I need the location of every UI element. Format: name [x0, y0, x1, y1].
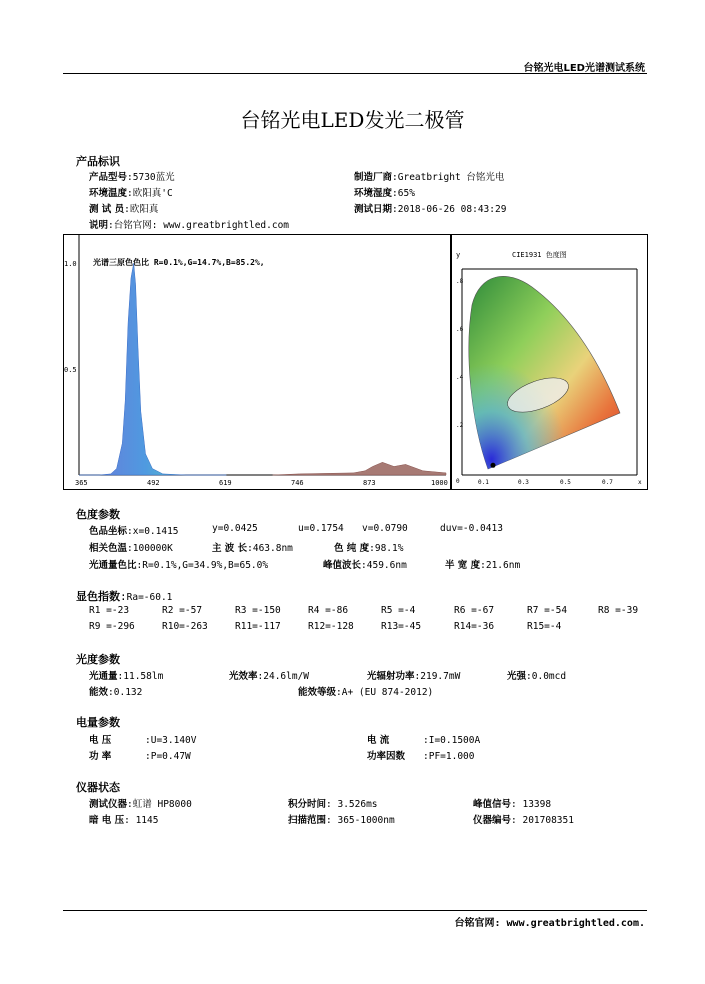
x-tick-365: 365 [75, 479, 88, 487]
cri-r9: R9 =-296 [89, 621, 135, 632]
instrument-section-title: 仪器状态 [76, 781, 120, 794]
x-tick-492: 492 [147, 479, 160, 487]
cie-x-tick-01: 0.1 [478, 479, 489, 486]
current-row: 电 流 :I=0.1500A [367, 735, 481, 746]
duv-value: duv=-0.0413 [440, 523, 503, 534]
efficacy-row: 光效率:24.6lm/W [229, 671, 310, 682]
x-tick-619: 619 [219, 479, 232, 487]
cri-r15: R15=-4 [527, 621, 562, 632]
cri-r3: R3 =-150 [235, 605, 281, 616]
grade-row: 能效等级:A+ (EU 874-2012) [298, 687, 434, 698]
serial-row: 仪器编号: 201708351 [473, 815, 574, 826]
power-row: 功 率 :P=0.47W [89, 751, 191, 762]
date-row: 测试日期:2018-06-26 08:43:29 [354, 204, 507, 215]
x-tick-1000: 1000 [431, 479, 448, 487]
humidity-row: 环境湿度:65% [354, 188, 415, 199]
cri-r14: R14=-36 [454, 621, 495, 632]
cie-y-label: y [456, 251, 461, 259]
v-coord: v=0.0790 [362, 523, 408, 534]
product-section-title: 产品标识 [76, 155, 120, 168]
cie-x-label: x [638, 479, 642, 486]
cri-r11: R11=-117 [235, 621, 281, 632]
pf-row: 功率因数 :PF=1.000 [367, 751, 475, 762]
spectrum-ir-peaks [273, 462, 446, 475]
temp-row: 环境温度:欧阳真'C [89, 188, 173, 199]
cie-y-tick-08: .8 [456, 278, 464, 285]
maker-row: 制造厂商:Greatbright 台铭光电 [354, 172, 505, 183]
cie-y-tick-02: .2 [456, 422, 464, 429]
cie-x-tick-05: 0.5 [560, 479, 571, 486]
eff-row: 能效:0.132 [89, 687, 143, 698]
x-tick-873: 873 [363, 479, 376, 487]
u-coord: u=0.1754 [298, 523, 344, 534]
cri-r8: R8 =-39 [598, 605, 639, 616]
electrical-section-title: 电量参数 [76, 716, 120, 729]
dark-row: 暗 电 压: 1145 [89, 815, 159, 826]
cri-r5: R5 =-4 [381, 605, 416, 616]
y-tick-1: 1.0 [64, 260, 77, 268]
cie-x-tick-07: 0.7 [602, 479, 613, 486]
flux-row: 光通量:11.58lm [89, 671, 164, 682]
cie-title: CIE1931 色度图 [512, 251, 567, 259]
footer-rule [63, 910, 647, 911]
cct-row: 相关色温:100000K [89, 543, 173, 554]
spectrum-chart [63, 234, 451, 490]
note-row: 说明:台铭官网: www.greatbrightled.com [89, 220, 290, 231]
page-title: 台铭光电LED发光二极管 [240, 108, 465, 132]
fwhm-row: 半 宽 度:21.6nm [445, 560, 521, 571]
model-row: 产品型号:5730蓝光 [89, 172, 175, 183]
cri-header: 显色指数:Ra=-60.1 [76, 590, 173, 603]
footer-website: 台铭官网: www.greatbrightled.com. [454, 918, 645, 929]
cri-r12: R12=-128 [308, 621, 354, 632]
peak-row: 峰值波长:459.6nm [323, 560, 407, 571]
cie-x-tick-03: 0.3 [518, 479, 529, 486]
time-row: 积分时间: 3.526ms [288, 799, 378, 810]
tester-row: 测 试 员:欧阳真 [89, 204, 159, 215]
y-tick-05: 0.5 [64, 366, 77, 374]
cri-r4: R4 =-86 [308, 605, 349, 616]
cie-y-tick-04: .4 [456, 374, 464, 381]
cri-r6: R6 =-67 [454, 605, 495, 616]
voltage-row: 电 压 :U=3.140V [89, 735, 197, 746]
device-row: 测试仪器:虹谱 HP8000 [89, 799, 192, 810]
system-name: 台铭光电LED光谱测试系统 [523, 63, 645, 74]
peak-signal-row: 峰值信号: 13398 [473, 799, 552, 810]
cie-chart [451, 234, 648, 490]
cie-y-tick-0: 0 [456, 478, 460, 485]
cri-r2: R2 =-57 [162, 605, 203, 616]
purity-row: 色 纯 度:98.1% [334, 543, 404, 554]
cri-r13: R13=-45 [381, 621, 422, 632]
y-coord: y=0.0425 [212, 523, 258, 534]
dominant-row: 主 波 长:463.8nm [212, 543, 293, 554]
range-row: 扫描范围: 365-1000nm [288, 815, 395, 826]
intensity-row: 光强:0.0mcd [507, 671, 567, 682]
cri-r10: R10=-263 [162, 621, 208, 632]
spectrum-legend: 光谱三原色色比 R=0.1%,G=14.7%,B=85.2%, [93, 258, 265, 267]
spectrum-blue-peak [79, 263, 226, 475]
color-section-title: 色度参数 [76, 508, 120, 521]
chromaticity-point [491, 463, 496, 468]
cie-y-tick-06: .6 [456, 326, 464, 333]
header-rule [63, 73, 647, 74]
x-tick-746: 746 [291, 479, 304, 487]
cri-r7: R7 =-54 [527, 605, 568, 616]
ratio-row: 光通量色比:R=0.1%,G=34.9%,B=65.0% [89, 560, 269, 571]
coord-row: 色品坐标:x=0.1415 [89, 526, 179, 537]
photometric-section-title: 光度参数 [76, 653, 120, 666]
radiant-row: 光辐射功率:219.7mW [367, 671, 461, 682]
cri-r1: R1 =-23 [89, 605, 130, 616]
